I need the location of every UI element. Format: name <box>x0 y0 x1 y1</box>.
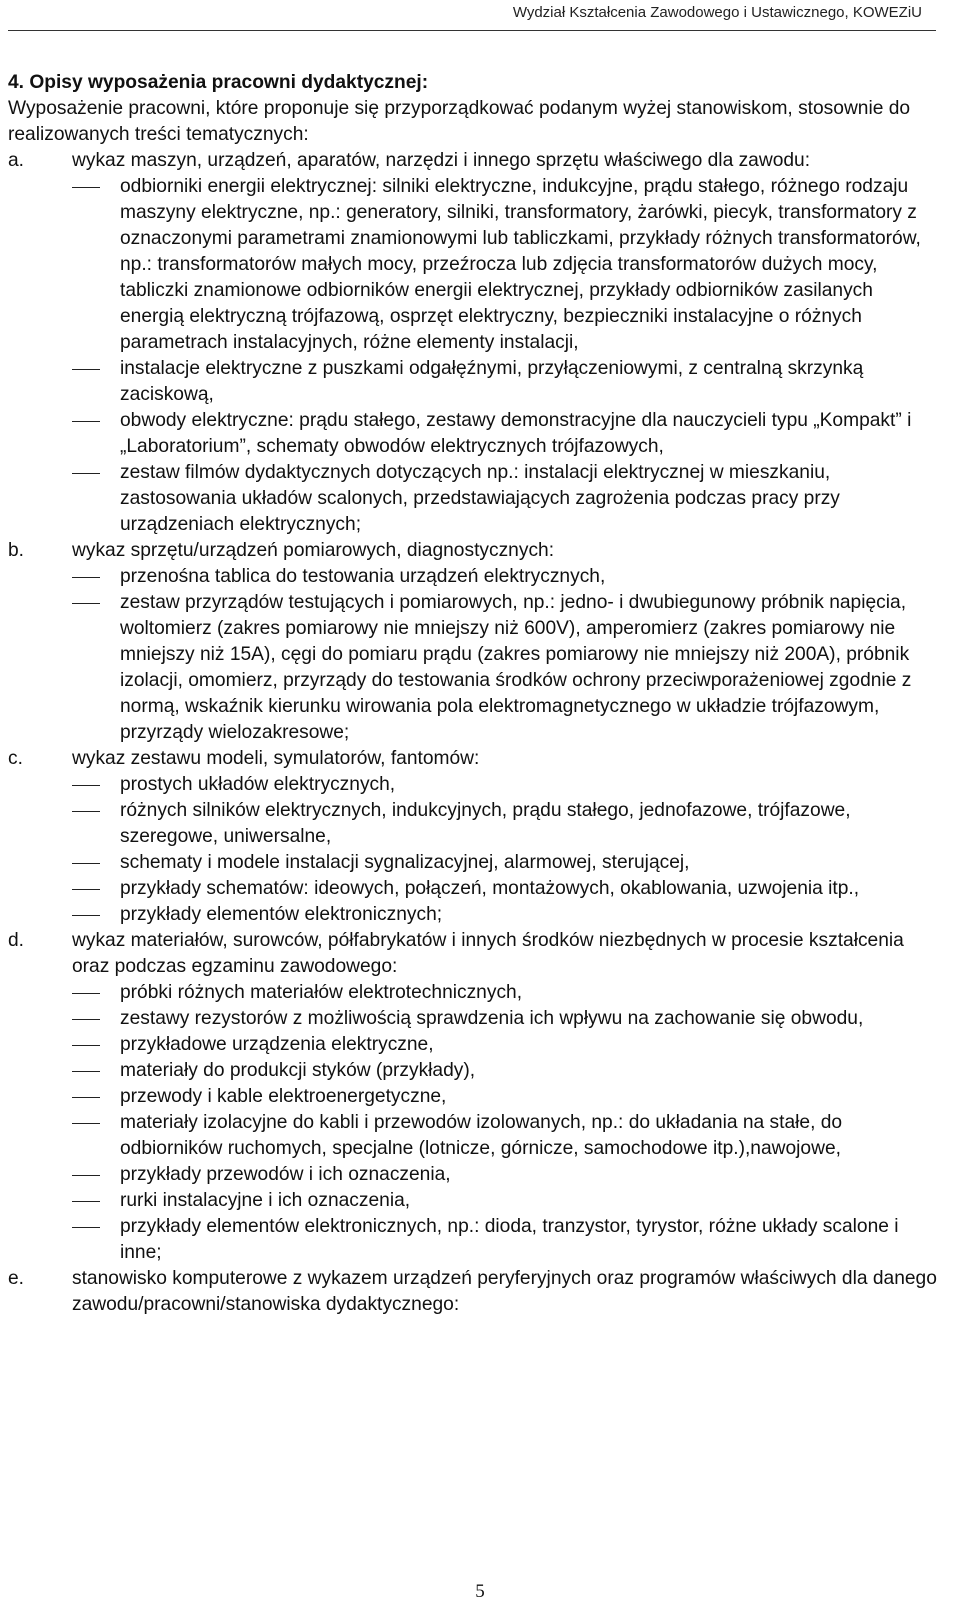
list-item: przykładowe urządzenia elektryczne, <box>8 1032 938 1058</box>
list-item: przykłady schematów: ideowych, połączeń, montażowych, okablowania, uzwojenia itp., <box>8 876 938 902</box>
section-title: 4. Opisy wyposażenia pracowni dydaktycznej: <box>8 72 429 93</box>
section-heading: wykaz materiałów, surowców, półfabrykatów i innych środków niezbędnych w procesie kształcenia oraz podczas egzaminu zawodowego: <box>72 930 904 977</box>
list-item: zestawy rezystorów z możliwością sprawdzenia ich wpływu na zachowanie się obwodu, <box>8 1006 938 1032</box>
page-number: 5 <box>475 1581 485 1602</box>
equipment-section <box>8 148 938 174</box>
list-item: przenośna tablica do testowania urządzeń elektrycznych, <box>8 564 938 590</box>
section-heading: wykaz sprzętu/urządzeń pomiarowych, diagnostycznych: <box>72 540 555 561</box>
list-item: materiały do produkcji styków (przykłady), <box>8 1058 938 1084</box>
section-letter: c. <box>8 748 23 769</box>
document-body <box>8 70 938 1318</box>
list-item: rurki instalacyjne i ich oznaczenia, <box>8 1188 938 1214</box>
equipment-section <box>8 746 938 772</box>
section-heading: wykaz maszyn, urządzeń, aparatów, narzędzi i innego sprzętu właściwego dla zawodu: <box>72 150 811 171</box>
section-letter: d. <box>8 930 25 951</box>
section-letter: a. <box>8 150 25 171</box>
list-item: zestaw przyrządów testujących i pomiarowych, np.: jedno- i dwubiegunowy próbnik napięcia, woltomierz (zakres pomiarowy nie mniejszy niż 600V), amperomierz (zakres pomiarowy nie mniejszy niż 15A), cęgi do pomiaru prądu (zakres pomiarowy nie mniejszy niż 200A), próbnik izolacji, omomierz, przyrządy do testowania środków ochrony przeciwporażeniowej zgodnie z normą, wskaźnik kierunku wirowania pola elektromagnetycznego w układzie trójfazowym, przyrządy wielozakresowe; <box>8 590 938 746</box>
list-item: przykłady elementów elektronicznych; <box>8 902 938 928</box>
section-letter: b. <box>8 540 25 561</box>
equipment-section <box>8 538 938 564</box>
list-item: prostych układów elektrycznych, <box>8 772 938 798</box>
section-letter: e. <box>8 1268 25 1289</box>
equipment-section <box>8 1266 938 1318</box>
list-item: przykłady przewodów i ich oznaczenia, <box>8 1162 938 1188</box>
list-item: różnych silników elektrycznych, indukcyjnych, prądu stałego, jednofazowe, trójfazowe, szeregowe, uniwersalne, <box>8 798 938 850</box>
header-rule <box>8 30 936 31</box>
section-heading: wykaz zestawu modeli, symulatorów, fantomów: <box>72 748 480 769</box>
list-item: zestaw filmów dydaktycznych dotyczących np.: instalacji elektrycznej w mieszkaniu, zastosowania układów scalonych, przedstawiających zagrożenia podczas pracy przy urządzeniach elektrycznych; <box>8 460 938 538</box>
page-header: Wydział Kształcenia Zawodowego i Ustawicznego, KOWEZiU <box>512 4 922 21</box>
equipment-section <box>8 928 938 980</box>
sections-list <box>8 148 938 1318</box>
list-item: próbki różnych materiałów elektrotechnicznych, <box>8 980 938 1006</box>
intro-paragraph: Wyposażenie pracowni, które proponuje się przyporządkować podanym wyżej stanowiskom, stosownie do realizowanych treści tematycznych: <box>8 98 911 145</box>
section-heading: stanowisko komputerowe z wykazem urządzeń peryferyjnych oraz programów właściwych dla danego zawodu/pracowni/stanowiska dydaktycznego: <box>72 1268 937 1315</box>
list-item: odbiorniki energii elektrycznej: silniki elektryczne, indukcyjne, prądu stałego, różnego rodzaju maszyny elektryczne, np.: generatory, silniki, transformatory, żarówki, piecyk, transformatory z oznaczonymi parametrami znamionowymi lub tabliczkami, przykłady różnych transformatorów, np.: transformatorów małych mocy, przeźrocza lub zdjęcia transformatorów dużych mocy, tabliczki znamionowe odbiorników energii elektrycznej, przykłady odbiorników zasilanych energią elektryczną trójfazową, osprzęt elektryczny, bezpieczniki instalacyjne o różnych parametrach instalacyjnych, różne elementy instalacji, <box>8 174 938 356</box>
list-item: przewody i kable elektroenergetyczne, <box>8 1084 938 1110</box>
list-item: materiały izolacyjne do kabli i przewodów izolowanych, np.: do układania na stałe, do odbiorników ruchomych, specjalne (lotnicze, górnicze, samochodowe itp.),nawojowe, <box>8 1110 938 1162</box>
list-item: instalacje elektryczne z puszkami odgałęźnymi, przyłączeniowymi, z centralną skrzynką zaciskową, <box>8 356 938 408</box>
list-item: obwody elektryczne: prądu stałego, zestawy demonstracyjne dla nauczycieli typu „Kompakt” i „Laboratorium”, schematy obwodów elektrycznych trójfazowych, <box>8 408 938 460</box>
list-item: przykłady elementów elektronicznych, np.: dioda, tranzystor, tyrystor, różne układy scalone i inne; <box>8 1214 938 1266</box>
list-item: schematy i modele instalacji sygnalizacyjnej, alarmowej, sterującej, <box>8 850 938 876</box>
